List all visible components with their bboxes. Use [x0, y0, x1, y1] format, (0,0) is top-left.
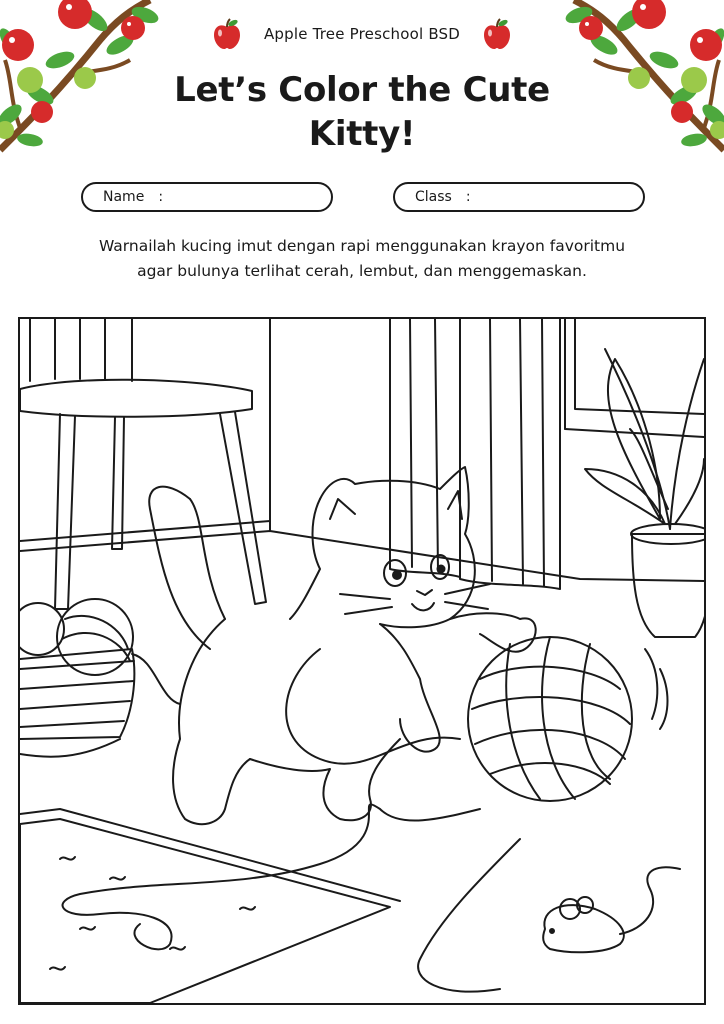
rug: [20, 809, 400, 1003]
kitten: [149, 467, 535, 824]
class-colon: :: [465, 189, 471, 205]
toy-mouse: [543, 867, 680, 952]
yarn-ball: [468, 637, 668, 801]
chair: [20, 319, 266, 609]
title-line-2: Kitty!: [308, 114, 416, 154]
coloring-scene[interactable]: [18, 317, 706, 1005]
apple-icon: [482, 18, 512, 50]
instructions: [60, 234, 664, 284]
name-colon: :: [158, 189, 164, 205]
class-label: Class: [415, 189, 452, 205]
title-line-1: Let’s Color the Cute: [174, 70, 550, 110]
class-field[interactable]: [393, 182, 645, 212]
yarn-basket: [20, 599, 180, 739]
instructions-line-1: Warnailah kucing imut dengan rapi menggunakan krayon favoritmu: [98, 237, 626, 255]
apple-icon: [212, 18, 242, 50]
school-header: [0, 18, 724, 50]
instructions-line-2: agar bulunya terlihat cerah, lembut, dan menggemaskan.: [137, 262, 587, 280]
yarn-string: [20, 649, 520, 992]
school-name: Apple Tree Preschool BSD: [263, 25, 461, 43]
name-field[interactable]: [81, 182, 333, 212]
plant: [585, 349, 704, 637]
curtain: [390, 319, 560, 589]
name-label: Name: [103, 189, 145, 205]
page-title: [90, 68, 634, 156]
